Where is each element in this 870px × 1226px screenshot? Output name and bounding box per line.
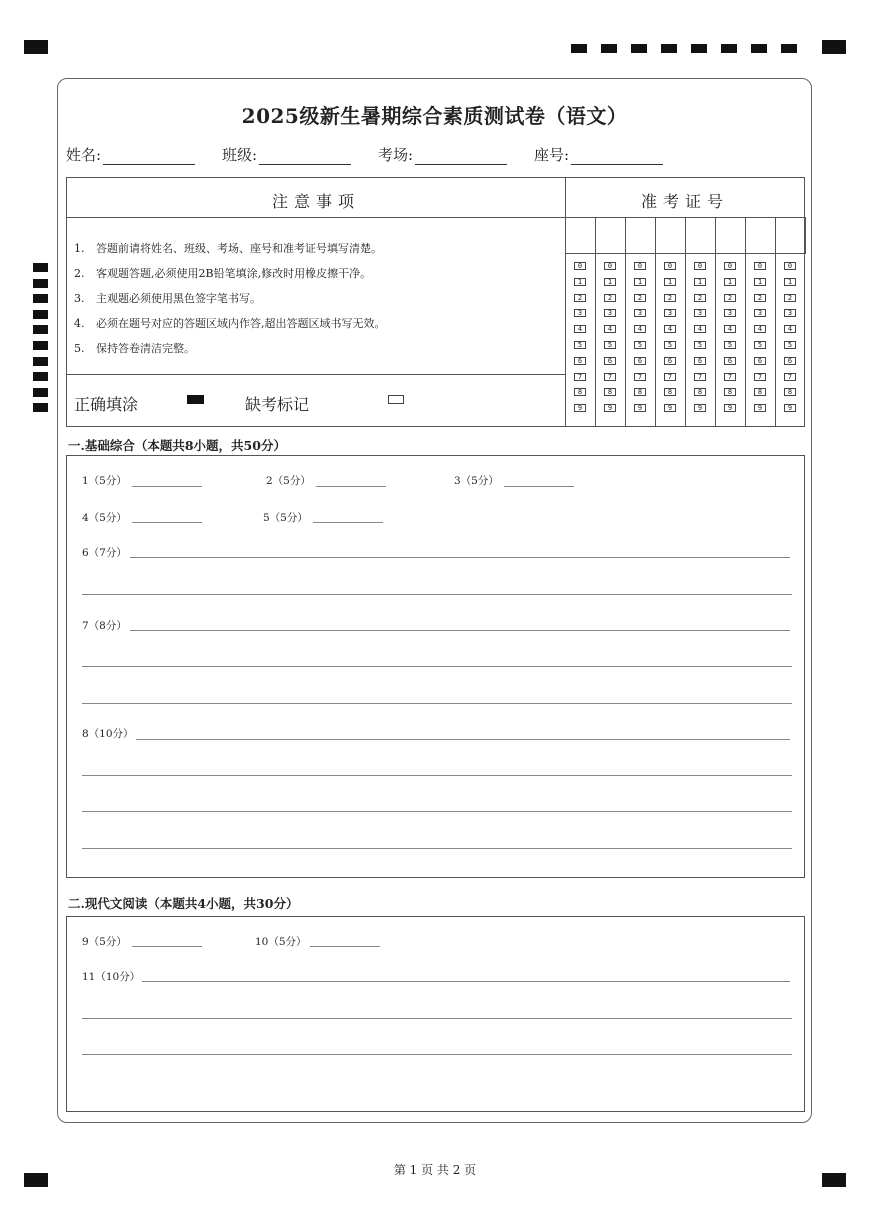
- notice-item: 5. 保持答卷清洁完整。: [74, 342, 195, 355]
- digit-bubble[interactable]: 6: [724, 357, 736, 365]
- question-8-label: 8（10分）: [82, 728, 134, 740]
- name-label: 姓名:: [66, 146, 102, 164]
- digit-bubble[interactable]: 0: [724, 262, 736, 270]
- seat-input-line[interactable]: [571, 146, 663, 165]
- corner-mark-top-left: [24, 40, 48, 54]
- timing-mark: [33, 388, 48, 397]
- question-11-answer-line[interactable]: [142, 981, 790, 982]
- exam-id-column-divider: [625, 217, 626, 427]
- question-11-answer-line[interactable]: [82, 1018, 792, 1019]
- digit-bubble[interactable]: 5: [784, 341, 796, 349]
- name-input-line[interactable]: [103, 146, 195, 165]
- correct-fill-sample: [187, 395, 204, 404]
- question-1-label: 1（5分）: [82, 475, 127, 487]
- digit-bubble[interactable]: 7: [694, 373, 706, 381]
- digit-bubble[interactable]: 4: [694, 325, 706, 333]
- digit-bubble[interactable]: 8: [694, 388, 706, 396]
- digit-bubble[interactable]: 1: [694, 278, 706, 286]
- notice-item: 3. 主观题必须使用黑色签字笔书写。: [74, 292, 261, 305]
- timing-mark: [33, 279, 48, 288]
- exam-id-write-cell[interactable]: [595, 217, 626, 254]
- absent-mark-label: 缺考标记: [245, 395, 310, 414]
- question-9-answer-line[interactable]: [132, 946, 202, 947]
- digit-bubble[interactable]: 2: [574, 294, 586, 302]
- exam-id-column-divider: [715, 217, 716, 427]
- digit-bubble[interactable]: 8: [724, 388, 736, 396]
- timing-mark: [691, 44, 707, 53]
- digit-bubble[interactable]: 0: [574, 262, 586, 270]
- exam-id-column-divider: [685, 217, 686, 427]
- exam-id-write-cell[interactable]: [715, 217, 746, 254]
- digit-bubble[interactable]: 7: [724, 373, 736, 381]
- digit-bubble[interactable]: 7: [634, 373, 646, 381]
- digit-bubble[interactable]: 1: [574, 278, 586, 286]
- absent-mark-box[interactable]: [388, 395, 404, 404]
- question-4-label: 4（5分）: [82, 512, 127, 524]
- exam-id-write-cell[interactable]: [655, 217, 686, 254]
- digit-bubble[interactable]: 8: [634, 388, 646, 396]
- question-6-answer-line[interactable]: [82, 594, 792, 595]
- exam-id-column-divider: [775, 217, 776, 427]
- digit-bubble[interactable]: 1: [724, 278, 736, 286]
- timing-mark: [571, 44, 587, 53]
- digit-bubble[interactable]: 7: [604, 373, 616, 381]
- seat-label: 座号:: [534, 146, 570, 164]
- name-field[interactable]: [66, 144, 195, 165]
- digit-bubble[interactable]: 3: [664, 309, 676, 317]
- corner-mark-top-right: [822, 40, 846, 54]
- exam-id-digit-column: [604, 262, 616, 420]
- question-6-answer-line[interactable]: [130, 557, 790, 558]
- question-10-answer-line[interactable]: [310, 946, 380, 947]
- question-5-label: 5（5分）: [263, 512, 308, 524]
- digit-bubble[interactable]: 8: [664, 388, 676, 396]
- digit-bubble[interactable]: 4: [754, 325, 766, 333]
- digit-bubble[interactable]: 4: [724, 325, 736, 333]
- digit-bubble[interactable]: 3: [634, 309, 646, 317]
- seat-field[interactable]: [534, 144, 663, 165]
- room-input-line[interactable]: [415, 146, 507, 165]
- notice-item: 4. 必须在题号对应的答题区域内作答,超出答题区域书写无效。: [74, 317, 386, 330]
- digit-bubble[interactable]: 1: [634, 278, 646, 286]
- timing-mark: [33, 263, 48, 272]
- question-7-answer-line[interactable]: [130, 630, 790, 631]
- question-8-answer-line[interactable]: [82, 848, 792, 849]
- digit-bubble[interactable]: 9: [574, 404, 586, 412]
- section2-title: 二.现代文阅读（本题共4小题，共30分）: [68, 896, 299, 911]
- room-label: 考场:: [378, 146, 414, 164]
- timing-mark: [33, 403, 48, 412]
- digit-bubble[interactable]: 6: [574, 357, 586, 365]
- question-5-answer-line[interactable]: [313, 522, 383, 523]
- digit-bubble[interactable]: 2: [784, 294, 796, 302]
- timing-mark: [33, 357, 48, 366]
- timing-mark: [33, 294, 48, 303]
- digit-bubble[interactable]: 2: [754, 294, 766, 302]
- digit-bubble[interactable]: 1: [754, 278, 766, 286]
- digit-bubble[interactable]: 5: [604, 341, 616, 349]
- question-3-answer-line[interactable]: [504, 486, 574, 487]
- digit-bubble[interactable]: 6: [604, 357, 616, 365]
- question-2-label: 2（5分）: [266, 475, 311, 487]
- question-11-answer-line[interactable]: [82, 1054, 792, 1055]
- digit-bubble[interactable]: 6: [694, 357, 706, 365]
- digit-bubble[interactable]: 7: [784, 373, 796, 381]
- question-3-label: 3（5分）: [454, 475, 499, 487]
- timing-mark: [33, 372, 48, 381]
- digit-bubble[interactable]: 9: [754, 404, 766, 412]
- digit-bubble[interactable]: 1: [664, 278, 676, 286]
- digit-bubble[interactable]: 8: [754, 388, 766, 396]
- page-title: 2025级新生暑期综合素质测试卷（语文）: [241, 104, 628, 128]
- timing-mark: [33, 310, 48, 319]
- exam-id-digit-column: [784, 262, 796, 420]
- digit-bubble[interactable]: 9: [724, 404, 736, 412]
- question-4-answer-line[interactable]: [132, 522, 202, 523]
- timing-mark: [33, 341, 48, 350]
- exam-id-write-cell[interactable]: [565, 217, 596, 254]
- question-6-label: 6（7分）: [82, 547, 127, 559]
- digit-bubble[interactable]: 4: [604, 325, 616, 333]
- exam-id-digit-column: [724, 262, 736, 420]
- question-2-answer-line[interactable]: [316, 486, 386, 487]
- digit-bubble[interactable]: 0: [754, 262, 766, 270]
- digit-bubble[interactable]: 5: [634, 341, 646, 349]
- timing-mark: [781, 44, 797, 53]
- question-11-label: 11（10分）: [82, 971, 141, 983]
- class-label: 班级:: [222, 146, 258, 164]
- digit-bubble[interactable]: 5: [724, 341, 736, 349]
- question-1-answer-line[interactable]: [132, 486, 202, 487]
- digit-bubble[interactable]: 3: [604, 309, 616, 317]
- timing-mark: [661, 44, 677, 53]
- class-field[interactable]: [222, 144, 351, 165]
- digit-bubble[interactable]: 4: [634, 325, 646, 333]
- digit-bubble[interactable]: 0: [664, 262, 676, 270]
- digit-bubble[interactable]: 4: [784, 325, 796, 333]
- digit-bubble[interactable]: 3: [574, 309, 586, 317]
- digit-bubble[interactable]: 0: [784, 262, 796, 270]
- digit-bubble[interactable]: 5: [664, 341, 676, 349]
- exam-id-column-divider: [565, 217, 566, 427]
- question-7-answer-line[interactable]: [82, 703, 792, 704]
- exam-id-column-divider: [595, 217, 596, 427]
- digit-bubble[interactable]: 5: [754, 341, 766, 349]
- digit-bubble[interactable]: 0: [694, 262, 706, 270]
- digit-bubble[interactable]: 7: [754, 373, 766, 381]
- digit-bubble[interactable]: 0: [604, 262, 616, 270]
- digit-bubble[interactable]: 8: [604, 388, 616, 396]
- digit-bubble[interactable]: 6: [664, 357, 676, 365]
- digit-bubble[interactable]: 2: [604, 294, 616, 302]
- notice-item: 2. 客观题答题,必须使用2B铅笔填涂,修改时用橡皮擦干净。: [74, 267, 372, 280]
- digit-bubble[interactable]: 2: [724, 294, 736, 302]
- digit-bubble[interactable]: 3: [784, 309, 796, 317]
- timing-mark: [631, 44, 647, 53]
- digit-bubble[interactable]: 6: [784, 357, 796, 365]
- digit-bubble[interactable]: 4: [574, 325, 586, 333]
- timing-mark: [721, 44, 737, 53]
- exam-id-digit-column: [664, 262, 676, 420]
- digit-bubble[interactable]: 6: [754, 357, 766, 365]
- digit-bubble[interactable]: 1: [784, 278, 796, 286]
- exam-id-column-divider: [655, 217, 656, 427]
- exam-id-digit-column: [574, 262, 586, 420]
- digit-bubble[interactable]: 0: [634, 262, 646, 270]
- page-number: 第 1 页 共 2 页: [393, 1163, 477, 1177]
- digit-bubble[interactable]: 9: [784, 404, 796, 412]
- digit-bubble[interactable]: 3: [754, 309, 766, 317]
- notice-title: 注意事项: [271, 192, 360, 211]
- digit-bubble[interactable]: 7: [574, 373, 586, 381]
- timing-mark: [33, 325, 48, 334]
- question-7-label: 7（8分）: [82, 620, 127, 632]
- digit-bubble[interactable]: 2: [694, 294, 706, 302]
- digit-bubble[interactable]: 9: [604, 404, 616, 412]
- digit-bubble[interactable]: 4: [664, 325, 676, 333]
- question-7-answer-line[interactable]: [82, 666, 792, 667]
- digit-bubble[interactable]: 9: [664, 404, 676, 412]
- question-9-label: 9（5分）: [82, 936, 127, 948]
- digit-bubble[interactable]: 6: [634, 357, 646, 365]
- digit-bubble[interactable]: 8: [784, 388, 796, 396]
- question-8-answer-line[interactable]: [82, 775, 792, 776]
- section1-title: 一.基础综合（本题共8小题，共50分）: [68, 438, 286, 453]
- question-8-answer-line[interactable]: [136, 739, 790, 740]
- digit-bubble[interactable]: 7: [664, 373, 676, 381]
- question-8-answer-line[interactable]: [82, 811, 792, 812]
- digit-bubble[interactable]: 5: [574, 341, 586, 349]
- exam-id-digit-column: [694, 262, 706, 420]
- digit-bubble[interactable]: 1: [604, 278, 616, 286]
- digit-bubble[interactable]: 3: [694, 309, 706, 317]
- class-input-line[interactable]: [259, 146, 351, 165]
- exam-id-title: 准考证号: [640, 192, 729, 211]
- digit-bubble[interactable]: 2: [664, 294, 676, 302]
- exam-id-digit-column: [634, 262, 646, 420]
- exam-id-write-cell[interactable]: [625, 217, 656, 254]
- correct-fill-label: 正确填涂: [74, 395, 139, 414]
- exam-id-write-cell[interactable]: [775, 217, 806, 254]
- digit-bubble[interactable]: 9: [694, 404, 706, 412]
- digit-bubble[interactable]: 3: [724, 309, 736, 317]
- notice-item: 1. 答题前请将姓名、班级、考场、座号和准考证号填写清楚。: [74, 242, 382, 255]
- sample-divider: [66, 374, 566, 375]
- digit-bubble[interactable]: 5: [694, 341, 706, 349]
- exam-id-write-cell[interactable]: [685, 217, 716, 254]
- timing-mark: [601, 44, 617, 53]
- digit-bubble[interactable]: 8: [574, 388, 586, 396]
- exam-id-write-cell[interactable]: [745, 217, 776, 254]
- question-10-label: 10（5分）: [255, 936, 307, 948]
- digit-bubble[interactable]: 2: [634, 294, 646, 302]
- timing-mark: [751, 44, 767, 53]
- digit-bubble[interactable]: 9: [634, 404, 646, 412]
- exam-id-column-divider: [745, 217, 746, 427]
- room-field[interactable]: [378, 144, 507, 165]
- exam-id-digit-column: [754, 262, 766, 420]
- notice-list: [74, 236, 386, 361]
